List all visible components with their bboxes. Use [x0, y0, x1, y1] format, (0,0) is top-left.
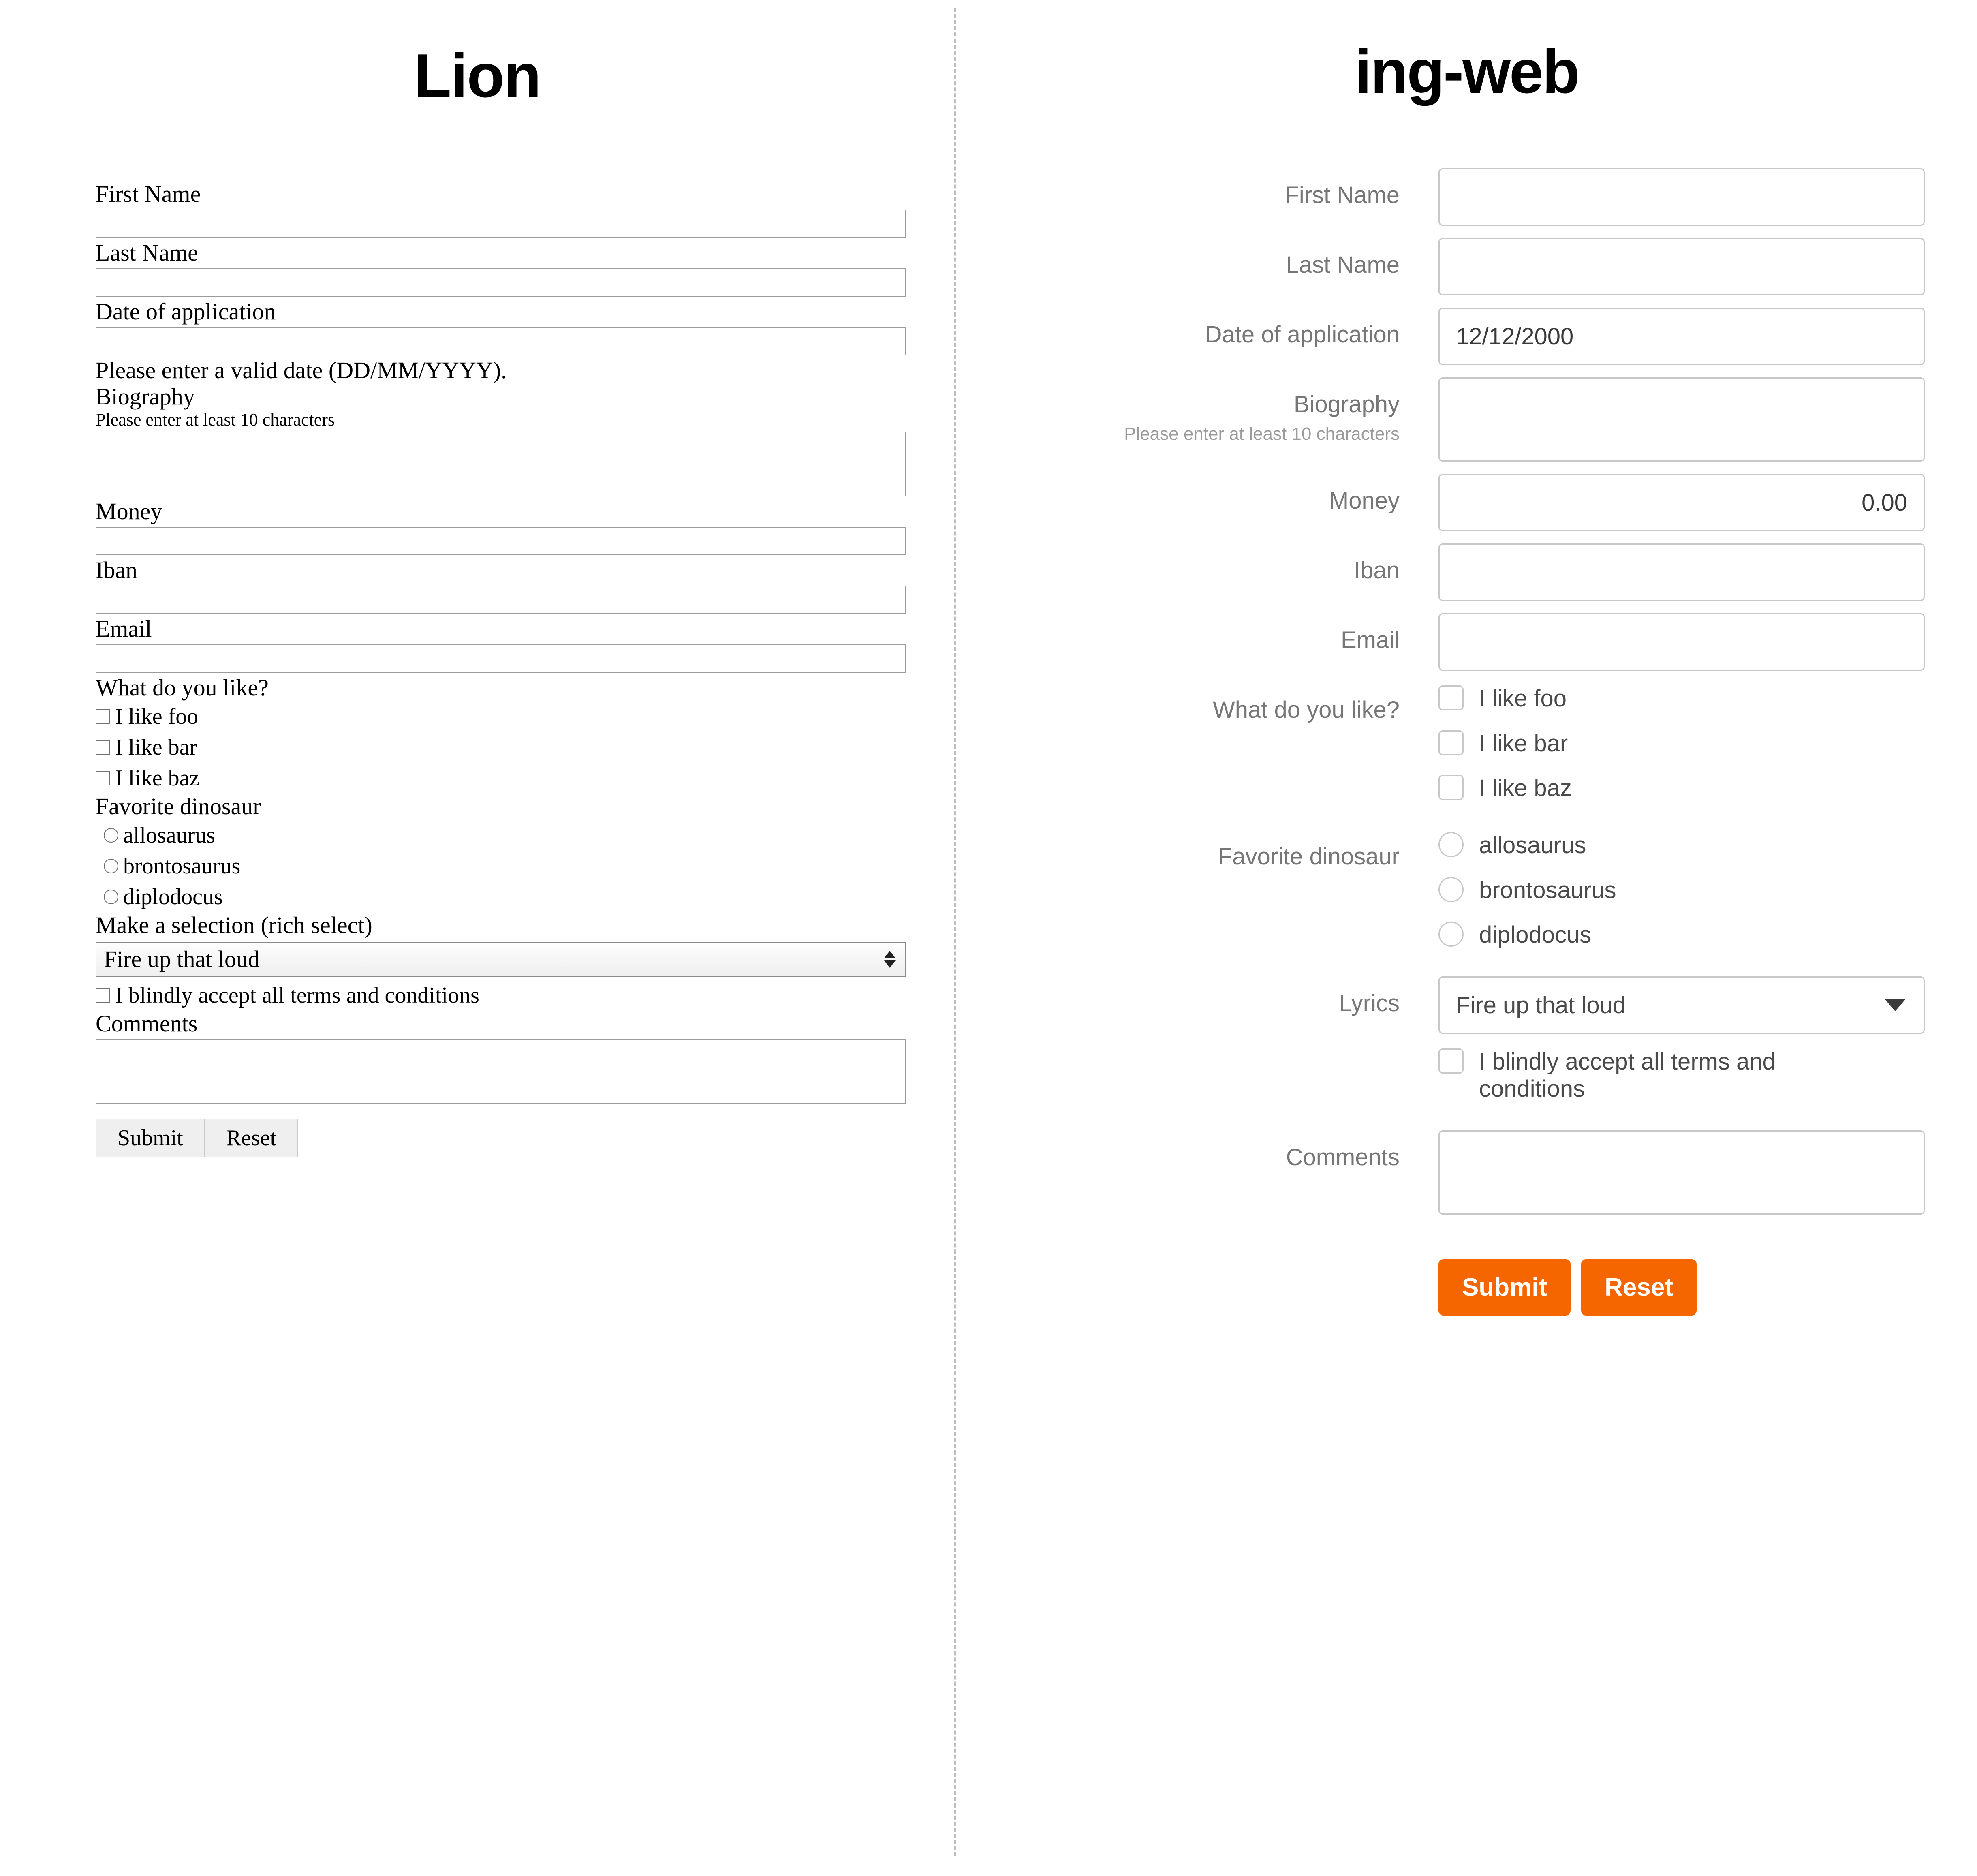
field-col-buttons	[1438, 1227, 1977, 1316]
ing-input-money[interactable]: 0.00	[1438, 474, 1925, 531]
checkbox-row-baz[interactable]	[96, 763, 906, 794]
ing-select-lyrics-value: Fire up that loud	[1456, 992, 1626, 1018]
ing-radio-icon-allosaurus[interactable]	[1438, 832, 1464, 857]
checkbox-icon-baz[interactable]	[96, 771, 110, 785]
field-col-email	[1438, 613, 1977, 671]
field-row-iban	[1017, 543, 1977, 601]
field-col-dinosaur	[1438, 830, 1977, 964]
ing-select-lyrics[interactable]	[1438, 976, 1925, 1034]
field-col-comments	[1438, 1130, 1977, 1215]
ing-radio-row-brontosaurus[interactable]	[1438, 875, 1977, 904]
ing-input-biography[interactable]	[1438, 377, 1925, 462]
label-likes: What do you like?	[96, 674, 269, 701]
ing-label-comments: Comments	[1286, 1144, 1400, 1170]
ing-checkbox-label-terms: I blindly accept all terms and conditions	[1479, 1048, 1776, 1102]
submit-button[interactable]: Submit	[96, 1119, 205, 1157]
label-iban: Iban	[96, 557, 138, 584]
ing-radio-row-diplodocus[interactable]	[1438, 919, 1977, 949]
radio-row-brontosaurus[interactable]	[96, 851, 906, 881]
field-row-buttons	[1017, 1227, 1977, 1316]
ing-label-likes: What do you like?	[1212, 697, 1400, 723]
label-col-iban	[1017, 543, 1438, 584]
ing-label-last-name: Last Name	[1286, 252, 1400, 278]
plain-form	[96, 181, 906, 1157]
ing-input-first-name[interactable]	[1438, 168, 1925, 226]
ing-radio-icon-diplodocus[interactable]	[1438, 922, 1464, 947]
input-email[interactable]	[96, 644, 906, 673]
ing-radio-icon-brontosaurus[interactable]	[1438, 877, 1464, 902]
ing-label-email: Email	[1340, 627, 1400, 653]
ing-hint-biography: Please enter at least 10 characters	[1124, 424, 1400, 444]
ing-submit-button[interactable]: Submit	[1438, 1259, 1571, 1316]
label-col-date-of-application	[1017, 308, 1438, 349]
select-spinner-icon	[884, 951, 896, 968]
checkbox-label-bar: I like bar	[115, 734, 197, 760]
ing-checkbox-icon-terms[interactable]	[1438, 1048, 1464, 1074]
checkbox-icon-terms[interactable]	[96, 988, 110, 1003]
label-first-name: First Name	[96, 181, 201, 207]
radio-label-allosaurus: allosaurus	[123, 822, 216, 848]
field-row-first-name	[1017, 168, 1977, 226]
field-row-terms	[1017, 1046, 1977, 1118]
ing-checkbox-row-terms[interactable]	[1438, 1046, 1977, 1102]
checkbox-icon-foo[interactable]	[96, 709, 110, 724]
field-row-date-of-application	[1017, 308, 1977, 365]
error-date-of-application: Please enter a valid date (DD/MM/YYYY).	[96, 357, 507, 383]
radio-label-diplodocus: diplodocus	[123, 884, 223, 909]
label-col-biography	[1017, 377, 1438, 444]
label-date-of-application: Date of application	[96, 298, 276, 325]
checkbox-label-baz: I like baz	[115, 765, 200, 791]
radio-icon-diplodocus[interactable]	[104, 890, 118, 904]
field-col-terms	[1438, 1046, 1977, 1118]
select-rich[interactable]	[96, 942, 906, 977]
left-pane-title: Lion	[414, 41, 541, 110]
ing-checkbox-icon-baz[interactable]	[1438, 775, 1464, 800]
ing-label-biography: Biography	[1293, 391, 1400, 417]
ing-radio-label-diplodocus: diplodocus	[1479, 922, 1592, 948]
label-col-lyrics	[1017, 976, 1438, 1017]
field-col-first-name	[1438, 168, 1977, 226]
radio-row-diplodocus[interactable]	[96, 881, 906, 912]
plain-button-group	[96, 1119, 906, 1157]
label-col-money	[1017, 474, 1438, 515]
input-date-of-application[interactable]	[96, 327, 906, 355]
checkbox-row-bar[interactable]	[96, 732, 906, 763]
ing-checkbox-row-baz[interactable]	[1438, 772, 1977, 802]
reset-button[interactable]: Reset	[205, 1119, 298, 1157]
field-row-email	[1017, 613, 1977, 671]
checkbox-row-terms[interactable]	[96, 980, 906, 1011]
label-comments: Comments	[96, 1010, 198, 1037]
label-dinosaur: Favorite dinosaur	[96, 793, 261, 819]
left-pane	[0, 0, 954, 1876]
label-biography: Biography	[96, 383, 195, 410]
ing-label-money: Money	[1329, 488, 1400, 514]
ing-label-dinosaur: Favorite dinosaur	[1218, 843, 1400, 870]
field-col-biography	[1438, 377, 1977, 462]
field-col-lyrics	[1438, 976, 1977, 1034]
checkbox-label-foo: I like foo	[115, 704, 199, 729]
field-row-money	[1017, 474, 1977, 531]
ing-input-date-of-application[interactable]: 12/12/2000	[1438, 308, 1925, 365]
input-comments[interactable]	[96, 1039, 906, 1104]
ing-checkbox-row-foo[interactable]	[1438, 683, 1977, 712]
ing-input-comments[interactable]	[1438, 1130, 1925, 1215]
field-col-date-of-application	[1438, 308, 1977, 365]
ing-label-first-name: First Name	[1285, 182, 1400, 208]
right-pane	[956, 0, 1977, 1876]
label-col-dinosaur	[1017, 830, 1438, 871]
ing-checkbox-label-bar: I like bar	[1479, 730, 1568, 757]
ing-checkbox-label-foo: I like foo	[1479, 685, 1567, 712]
checkbox-icon-bar[interactable]	[96, 740, 110, 755]
input-iban[interactable]	[96, 586, 906, 614]
field-row-last-name	[1017, 238, 1977, 295]
radio-icon-brontosaurus[interactable]	[104, 859, 118, 873]
radio-label-brontosaurus: brontosaurus	[123, 853, 241, 879]
checkbox-label-terms: I blindly accept all terms and conditions	[115, 982, 479, 1008]
ing-checkbox-icon-foo[interactable]	[1438, 685, 1464, 710]
label-col-comments	[1017, 1130, 1438, 1171]
ing-radio-label-brontosaurus: brontosaurus	[1479, 877, 1616, 903]
ing-checkbox-label-baz: I like baz	[1479, 775, 1572, 802]
ing-radio-row-allosaurus[interactable]	[1438, 830, 1977, 859]
label-col-first-name	[1017, 168, 1438, 209]
ing-form	[956, 168, 1977, 1316]
field-row-likes	[1017, 683, 1977, 817]
right-pane-title: ing-web	[1354, 37, 1579, 106]
input-money[interactable]	[96, 527, 906, 555]
ing-radio-label-allosaurus: allosaurus	[1479, 832, 1586, 859]
field-row-lyrics	[1017, 976, 1977, 1034]
label-col-buttons	[1017, 1227, 1438, 1241]
label-rich-select: Make a selection (rich select)	[96, 911, 372, 938]
checkbox-row-foo[interactable]	[96, 701, 906, 732]
ing-reset-button[interactable]: Reset	[1581, 1259, 1697, 1316]
label-col-likes	[1017, 683, 1438, 724]
chevron-down-icon	[1885, 999, 1906, 1011]
label-money: Money	[96, 498, 162, 525]
ing-checkbox-row-bar[interactable]	[1438, 728, 1977, 757]
input-first-name[interactable]	[96, 210, 906, 238]
ing-label-iban: Iban	[1354, 557, 1400, 584]
select-rich-value: Fire up that loud	[104, 946, 260, 973]
field-row-dinosaur	[1017, 830, 1977, 964]
ing-input-email[interactable]	[1438, 613, 1925, 671]
label-col-email	[1017, 613, 1438, 654]
field-col-iban	[1438, 543, 1977, 601]
ing-input-iban[interactable]	[1438, 543, 1925, 601]
field-col-money	[1438, 474, 1977, 531]
label-last-name: Last Name	[96, 239, 198, 266]
ing-checkbox-icon-bar[interactable]	[1438, 730, 1464, 755]
input-biography[interactable]	[96, 432, 906, 496]
field-col-likes	[1438, 683, 1977, 817]
field-row-biography	[1017, 377, 1977, 462]
ing-label-lyrics: Lyrics	[1339, 990, 1400, 1017]
input-last-name[interactable]	[96, 268, 906, 297]
label-email: Email	[96, 616, 152, 642]
field-row-comments	[1017, 1130, 1977, 1215]
ing-button-group	[1438, 1259, 1977, 1316]
radio-icon-allosaurus[interactable]	[104, 828, 118, 843]
label-col-last-name	[1017, 238, 1438, 279]
field-col-last-name	[1438, 238, 1977, 295]
hint-biography: Please enter at least 10 characters	[96, 409, 335, 430]
ing-label-date-of-application: Date of application	[1205, 321, 1400, 348]
radio-row-allosaurus[interactable]	[96, 820, 906, 851]
ing-input-last-name[interactable]	[1438, 238, 1925, 295]
label-col-terms	[1017, 1046, 1438, 1060]
